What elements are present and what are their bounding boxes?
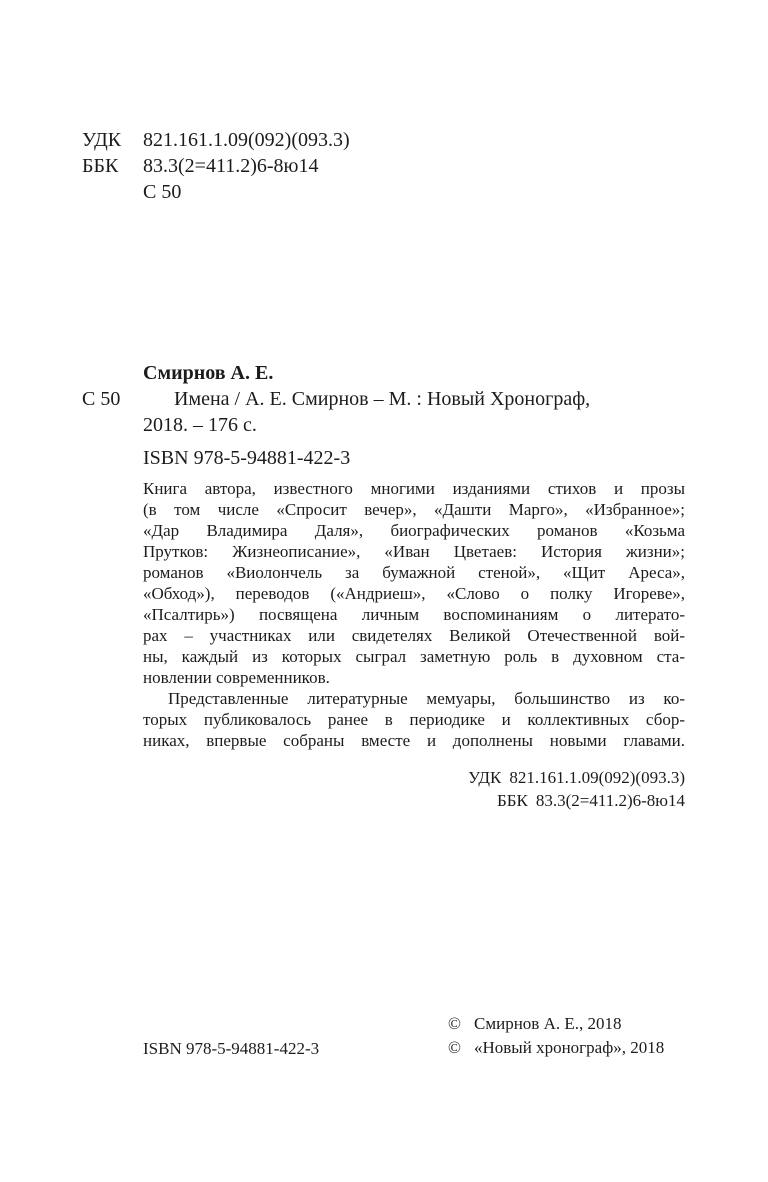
copyright-sign: © (448, 1014, 461, 1033)
annotation-line: Книга автора, известного многими изданиями стихов и прозы (143, 479, 685, 498)
footer-isbn-number: ISBN 978-5-94881-422-3 (143, 1039, 320, 1058)
annotation-line: никах, впервые собраны вместе и дополнены новыми главами. (143, 731, 685, 750)
bbk-row (82, 153, 350, 179)
annotation-line: «Псалтирь») посвящена личным воспоминаниям о литерато- (143, 605, 685, 624)
author-code: С 50 (143, 181, 182, 203)
catalog-card (82, 360, 685, 471)
copyright-line-publisher (448, 1036, 664, 1060)
bibliographic-entry-line1: Имена / А. Е. Смирнов – М. : Новый Хронограф, (174, 388, 591, 410)
annotation-paragraph-1 (143, 478, 685, 688)
annotation-line: новлении современников. (143, 668, 330, 687)
author-code-row (82, 179, 350, 205)
copyright-line-author (448, 1012, 664, 1036)
udk-value: 821.161.1.09(092)(093.3) (509, 768, 685, 787)
bbk-label: ББК (496, 791, 528, 810)
udk-label: УДК (468, 768, 502, 787)
catalog-card-code: С 50 (82, 388, 121, 410)
classification-codes (143, 766, 685, 812)
bbk-value: 83.3(2=411.2)6-8ю14 (143, 155, 319, 177)
bbk-value: 83.3(2=411.2)6-8ю14 (535, 791, 685, 810)
udk-value: 821.161.1.09(092)(093.3) (143, 129, 350, 151)
udk-line (143, 766, 685, 789)
annotation-line: Прутков: Жизнеописание», «Иван Цветаев: История жизни»; (143, 542, 685, 561)
bbk-label: ББК (82, 155, 119, 177)
copyright-publisher-text: «Новый хронограф», 2018 (474, 1038, 665, 1057)
udk-bbk-block (82, 127, 350, 205)
annotation-line: ны, каждый из которых сыграл заметную роль в духовном ста- (143, 647, 685, 666)
annotation-line: рах – участниках или свидетелях Великой Отечественной вой- (143, 626, 685, 645)
udk-row (82, 127, 350, 153)
copyright-sign: © (448, 1038, 461, 1057)
udk-label: УДК (82, 129, 122, 151)
annotation-line: (в том числе «Спросит вечер», «Дашти Марго», «Избранное»; (143, 500, 685, 519)
annotation-line: «Дар Владимира Даля», биографических романов «Козьма (143, 521, 685, 540)
bbk-line (143, 789, 685, 812)
annotation-line: торых публиковалось ранее в периодике и коллективных сбор- (143, 710, 685, 729)
copyright-block (448, 1012, 664, 1060)
catalog-card-body (143, 360, 685, 471)
bibliographic-entry-line2: 2018. – 176 с. (143, 414, 257, 436)
annotation-line: романов «Виолончель за бумажной стеной», «Щит Ареса», (143, 563, 685, 582)
author-name: Смирнов А. Е. (143, 362, 274, 384)
annotation-paragraph-2 (143, 688, 685, 751)
annotation (143, 478, 685, 751)
copyright-author-text: Смирнов А. Е., 2018 (474, 1014, 622, 1033)
annotation-line: Представленные литературные мемуары, большинство из ко- (168, 689, 685, 708)
isbn-number: ISBN 978-5-94881-422-3 (143, 447, 351, 469)
annotation-line: «Обход»), переводов («Андриеш», «Слово о полку Игореве», (143, 584, 685, 603)
